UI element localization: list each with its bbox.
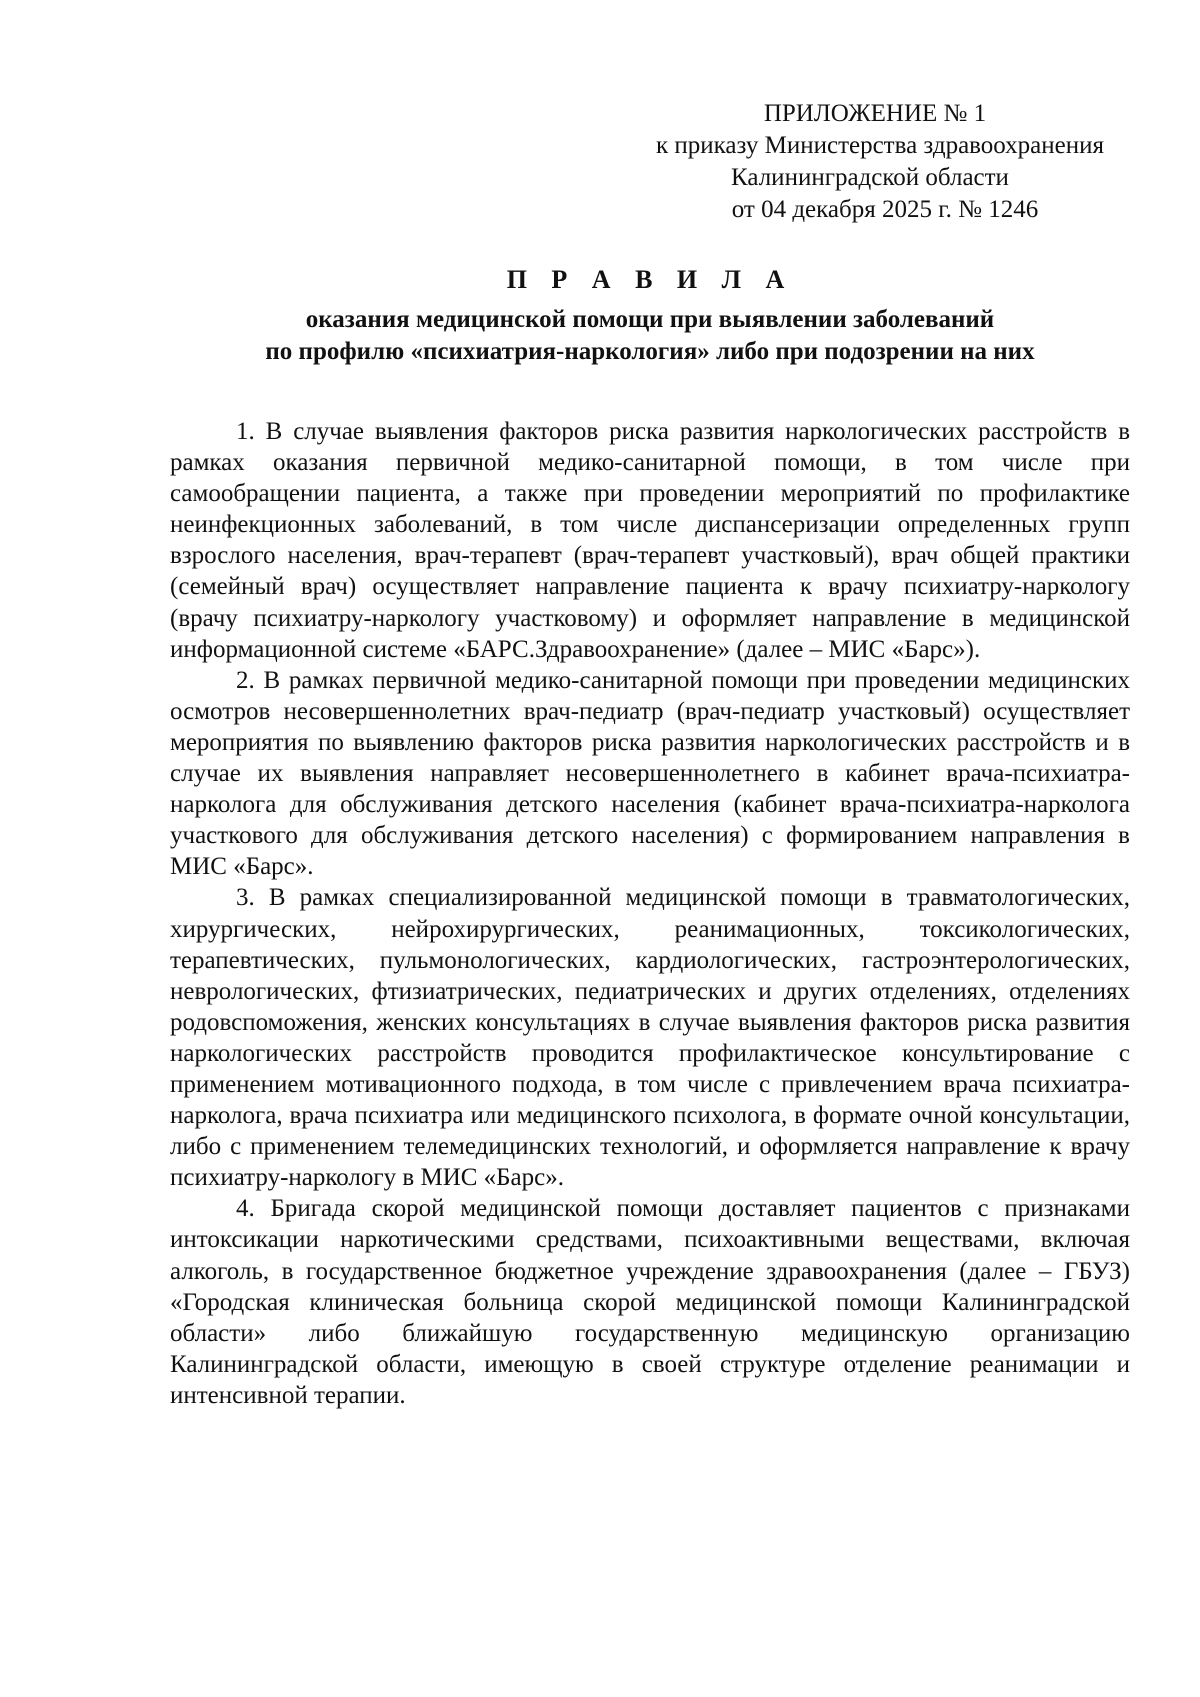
document-body — [170, 416, 1130, 1411]
appendix-region: Калининградской области — [731, 164, 1009, 191]
paragraph-3: 3. В рамках специализированной медицинской помощи в травматологических, хирургических, нейрохирургических, реанимационных, токсикологических, терапевтических, пульмонологических, кардиологических, гастроэнтерологических, неврологических, фтизиатрических, педиатрических и других отделениях, отделениях родовспоможения, женских консультациях в случае выявления факторов риска развития наркологических расстройств проводится профилактическое консультирование с применением мотивационного подхода, в том числе с привлечением врача психиатра-нарколога, врача психиатра или медицинского психолога, в формате очной консультации, либо с применением телемедицинских технологий, и оформляется направление к врачу психиатру-наркологу в МИС «Барс». — [170, 884, 1130, 1192]
appendix-date: от 04 декабря 2025 г. № 1246 — [731, 196, 1039, 223]
paragraph-1: 1. В случае выявления факторов риска развития наркологических расстройств в рамках оказания первичной медико-санитарной помощи, в том числе при самообращении пациента, а также при проведении мероприятий по профилактике неинфекционных заболеваний, в том числе диспансеризации определенных групп взрослого населения, врач-терапевт (врач-терапевт участковый), врач общей практики (семейный врач) осуществляет направление пациента к врачу психиатру-наркологу (врачу психиатру-наркологу участковому) и оформляет направление в медицинской информационной системе «БАРС.Здравоохранение» (далее – МИС «Барс»). — [170, 418, 1130, 663]
document-subtitle-line-2: по профилю «психиатрия-наркология» либо при подозрении на них — [265, 338, 1035, 365]
document-title-block — [170, 264, 1130, 368]
appendix-order-ref: к приказу Министерства здравоохранения — [655, 132, 1105, 159]
paragraph-4: 4. Бригада скорой медицинской помощи доставляет пациентов с признаками интоксикации наркотическими средствами, психоактивными веществами, включая алкоголь, в государственное бюджетное учреждение здравоохранения (далее – ГБУЗ) «Городская клиническая больница скорой медицинской помощи Калининградской области» либо ближайшую государственную медицинскую организацию Калининградской области, имеющую в своей структуре отделение реанимации и интенсивной терапии. — [170, 1195, 1130, 1409]
appendix-number: ПРИЛОЖЕНИЕ № 1 — [763, 100, 987, 127]
document-title: П Р А В И Л А — [506, 265, 794, 294]
appendix-header — [600, 98, 1140, 226]
paragraph-2: 2. В рамках первичной медико-санитарной помощи при проведении медицинских осмотров несовершеннолетних врач-педиатр (врач-педиатр участковый) осуществляет мероприятия по выявлению факторов риска развития наркологических расстройств и в случае их выявления направляет несовершеннолетнего в кабинет врача-психиатра-нарколога для обслуживания детского населения (кабинет врача-психиатра-нарколога участкового для обслуживания детского населения) с формированием направления в МИС «Барс». — [170, 666, 1130, 881]
document-subtitle-line-1: оказания медицинской помощи при выявлении заболеваний — [305, 306, 995, 333]
